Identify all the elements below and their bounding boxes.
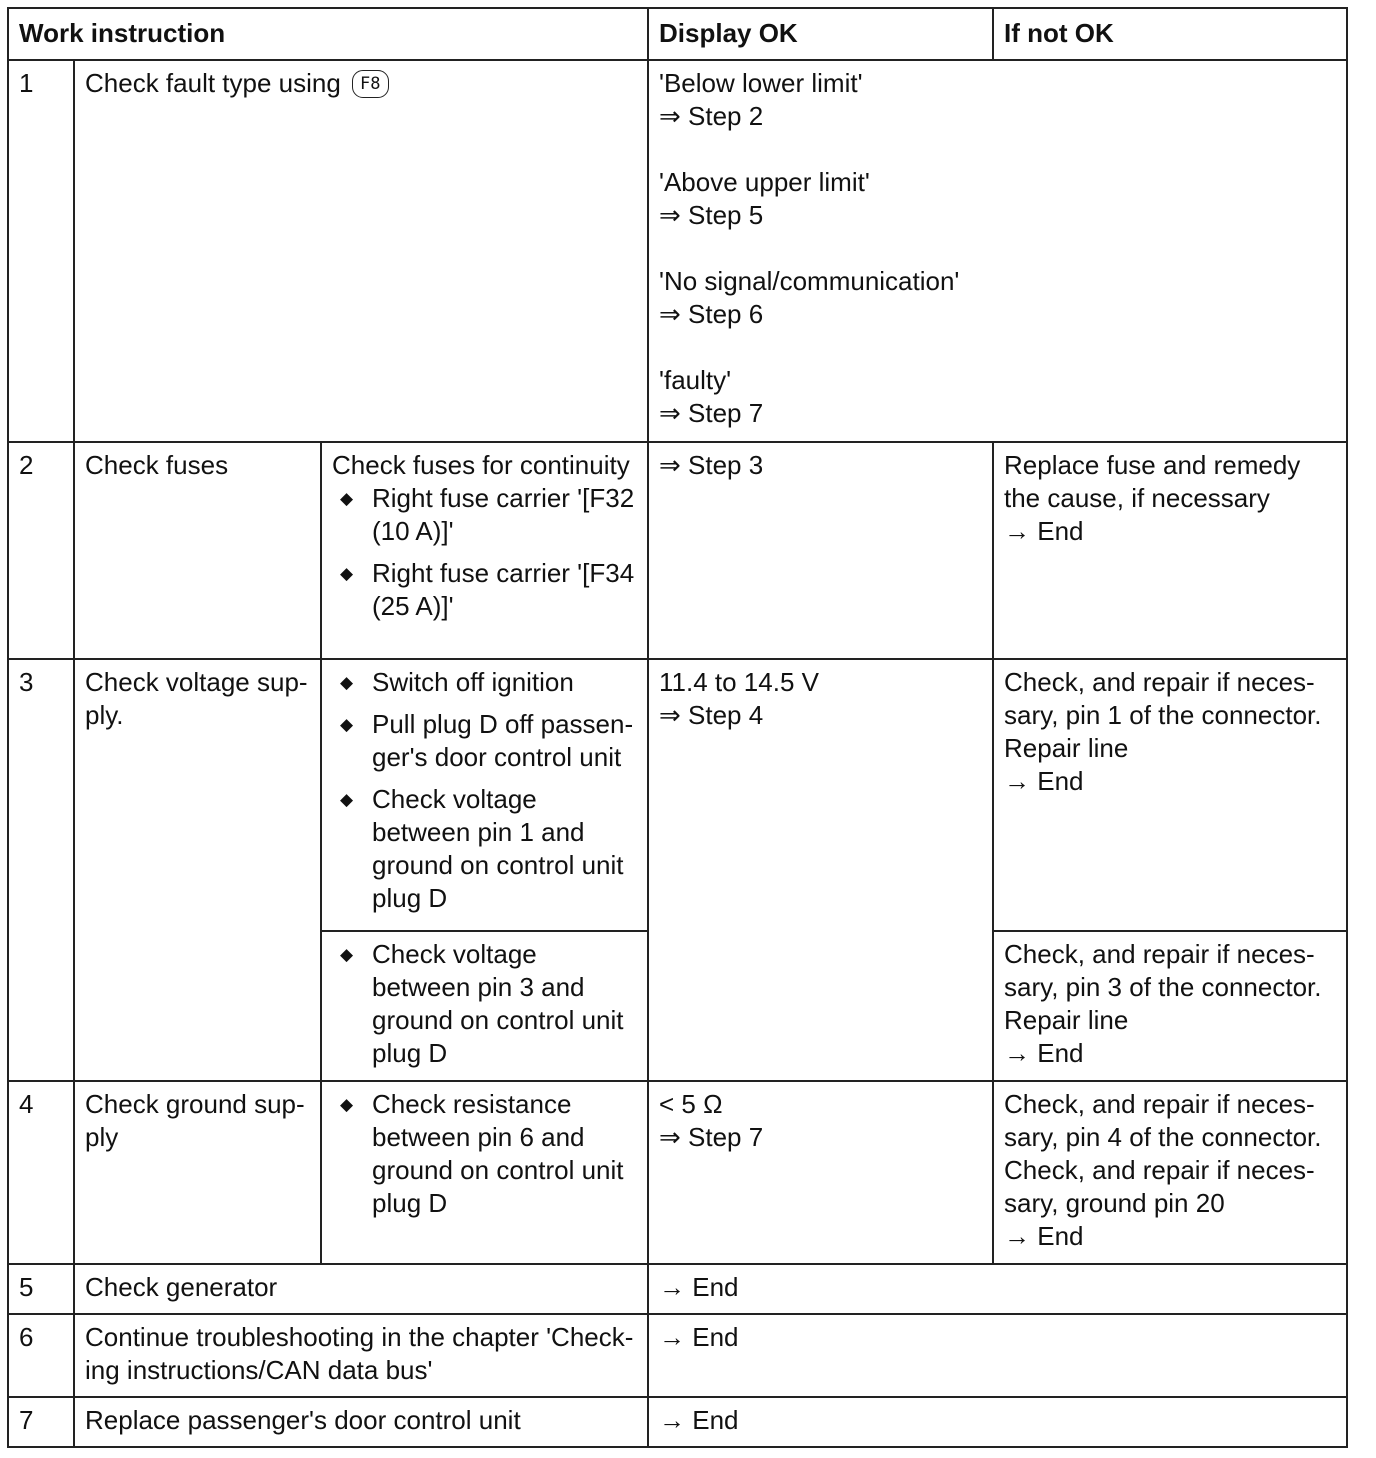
step-display-ok: → End [648,1314,1347,1397]
list-item: ◆ Right fuse carrier '[F32 (10 A)]' [340,483,635,546]
diamond-bullet-icon: ◆ [340,489,354,508]
table-row [8,659,1347,931]
step-detail [321,931,648,1081]
f8-key-icon: F8 [352,70,388,98]
step-detail [321,659,648,931]
diamond-bullet-icon: ◆ [340,715,354,734]
header-work-instruction: Work instruction [8,8,648,60]
step-instruction: Check fuses [74,442,321,659]
diamond-bullet-icon: ◆ [340,673,354,692]
step-detail [321,442,648,659]
outcome-step: ⇒ Step 6 [659,299,764,329]
step-instruction: Check ground sup- ply [74,1081,321,1264]
outcome-step: ⇒ Step 2 [659,101,764,131]
step-display-ok: ⇒ Step 3 [648,442,993,659]
table-row [8,1397,1347,1447]
list-item: ◆ Right fuse carrier '[F34 (25 A)]' [340,558,635,621]
diamond-bullet-icon: ◆ [340,790,354,809]
step-not-ok: Replace fuse and remedy the cause, if necessary → End [993,442,1347,659]
list-item: ◆ Check voltage between pin 1 and ground on control unit plug D [340,784,624,913]
outcome-label: 'Above upper limit' [659,167,870,197]
outcome-label: 'Below lower limit' [659,68,863,98]
outcome-label: 'faulty' [659,365,732,395]
step-number: 6 [8,1314,74,1397]
outcome-step: ⇒ Step 7 [659,398,764,428]
step-display-ok: < 5 Ω ⇒ Step 7 [648,1081,993,1264]
step-number: 2 [8,442,74,659]
diamond-bullet-icon: ◆ [340,945,354,964]
table-row [8,442,1347,659]
table-row [8,60,1347,442]
table-row [8,1314,1347,1397]
work-instruction-table [7,7,1348,1448]
table-row [8,1081,1347,1264]
step-instruction: Check generator [74,1264,648,1314]
outcome-label: 'No signal/communication' [659,266,960,296]
step-not-ok: Check, and repair if neces- sary, pin 4 of the connector. Check, and repair if neces- sary, ground pin 20 → End [993,1081,1347,1264]
step-number: 5 [8,1264,74,1314]
step-number: 7 [8,1397,74,1447]
step-number: 4 [8,1081,74,1264]
list-item: ◆ Pull plug D off passen- ger's door control unit [340,709,634,772]
step-display-ok: → End [648,1264,1347,1314]
table-row [8,1264,1347,1314]
list-item: ◆ Switch off ignition [340,667,574,697]
step-instruction: Replace passenger's door control unit [74,1397,648,1447]
step-number: 1 [8,60,74,442]
step-display-ok [648,60,1347,442]
detail-title: Check fuses for continuity [332,450,630,480]
step-instruction: Check voltage sup- ply. [74,659,321,1081]
step-display-ok: → End [648,1397,1347,1447]
step-instruction: Continue troubleshooting in the chapter 'Check- ing instructions/CAN data bus' [74,1314,648,1397]
bullet-list [332,482,637,623]
step-instruction [74,60,648,442]
list-item: ◆ Check voltage between pin 3 and ground on control unit plug D [340,939,624,1068]
step-number: 3 [8,659,74,1081]
outcome-step: ⇒ Step 5 [659,200,764,230]
bullet-list [332,938,637,1070]
bullet-list [332,666,637,915]
header-display-ok: Display OK [648,8,993,60]
step-not-ok: Check, and repair if neces- sary, pin 3 of the connector. Repair line → End [993,931,1347,1081]
step-display-ok: 11.4 to 14.5 V ⇒ Step 4 [648,659,993,1081]
header-if-not-ok: If not OK [993,8,1347,60]
step-instruction-text: Check fault type using [85,68,341,98]
header-row [8,8,1347,60]
list-item: ◆ Check resistance between pin 6 and ground on control unit plug D [340,1089,624,1218]
step-detail [321,1081,648,1264]
diamond-bullet-icon: ◆ [340,1095,354,1114]
diamond-bullet-icon: ◆ [340,564,354,583]
bullet-list [332,1088,637,1220]
step-not-ok: Check, and repair if neces- sary, pin 1 of the connector. Repair line → End [993,659,1347,931]
